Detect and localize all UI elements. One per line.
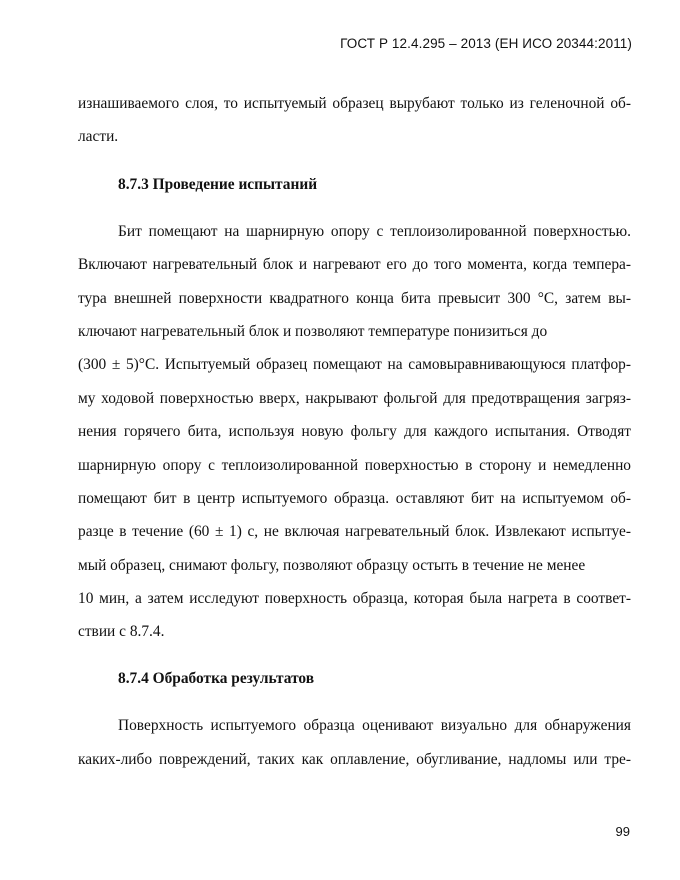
section-heading: 8.7.4 Обработка результатов (118, 670, 315, 687)
body-line: Бит помещают на шарнирную опору с теплоизолированной поверхностью. (118, 223, 631, 240)
body-line: тура внешней поверхности квадратного конца бита превысит 300 °С, затем вы- (78, 290, 631, 307)
document-header: ГОСТ Р 12.4.295 – 2013 (ЕН ИСО 20344:2011) (340, 36, 632, 51)
body-line: му ходовой поверхностью вверх, накрывают фольгой для предотвращения загряз- (78, 390, 631, 407)
body-line: ласти. (78, 128, 119, 145)
body-line: Включают нагревательный блок и нагревают его до того момента, когда темпера- (78, 256, 631, 273)
body-line: (300 ± 5)°С. Испытуемый образец помещают на самовыравнивающуюся платфор- (78, 356, 631, 373)
body-line: мый образец, снимают фольгу, позволяют образцу остыть в течение не менее (78, 557, 586, 574)
body-line: ключают нагревательный блок и позволяют температуре понизиться до (78, 323, 548, 340)
body-line: разце в течение (60 ± 1) с, не включая нагревательный блок. Извлекают испытуе- (78, 523, 631, 540)
body-line: 10 мин, а затем исследуют поверхность образца, которая была нагрета в соответ- (78, 590, 631, 607)
body-line: шарнирную опору с теплоизолированной поверхностью в сторону и немедленно (78, 457, 631, 474)
body-line: ствии с 8.7.4. (78, 623, 165, 640)
body-line: нения горячего бита, используя новую фольгу для каждого испытания. Отводят (78, 423, 631, 440)
body-line: изнашиваемого слоя, то испытуемый образец вырубают только из геленочной об- (78, 95, 631, 112)
section-heading: 8.7.3 Проведение испытаний (118, 176, 318, 193)
body-line: каких-либо повреждений, таких как оплавление, обугливание, надломы или тре- (78, 751, 631, 768)
body-line: помещают бит в центр испытуемого образца. оставляют бит на испытуемом об- (78, 490, 631, 507)
page-number: 99 (615, 824, 630, 839)
body-line: Поверхность испытуемого образца оценивают визуально для обнаружения (118, 717, 631, 734)
